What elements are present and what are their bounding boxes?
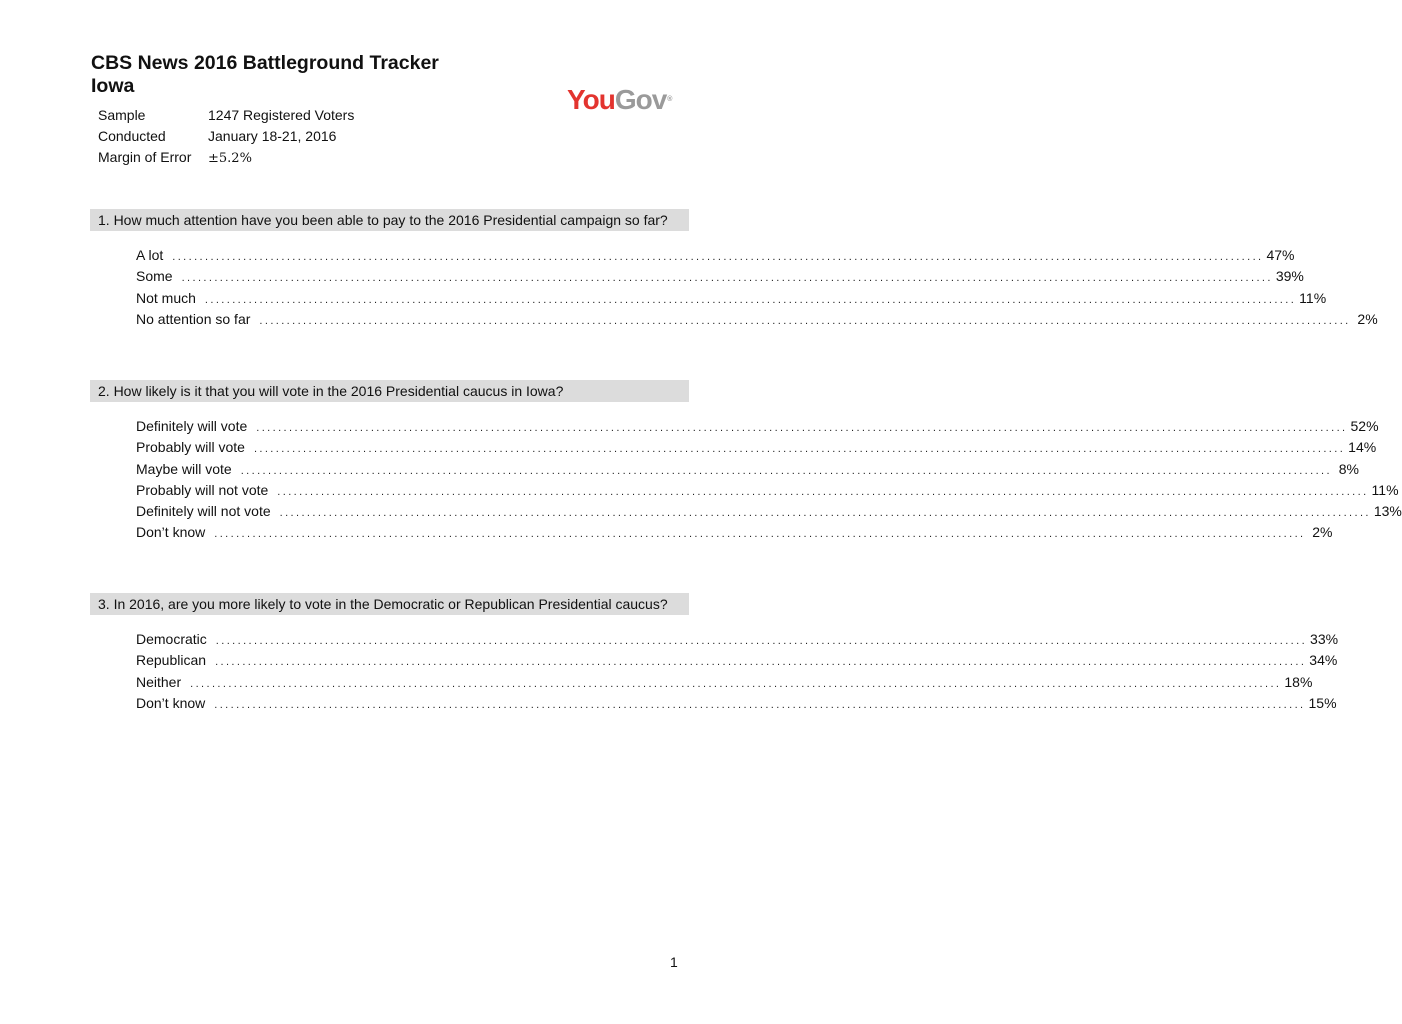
answer-value: 52% (1350, 418, 1379, 434)
meta-label: Sample (98, 107, 146, 123)
answer-value: 2% (1312, 524, 1333, 541)
answer-value: 15% (1308, 694, 1337, 711)
dot-leader: ........................................................................................................................................................................................................ (214, 698, 1306, 711)
answer-row (136, 416, 1379, 437)
answer-row (136, 480, 1399, 501)
page-number: 1 (670, 954, 678, 970)
answer-label: Probably will not vote (136, 481, 269, 498)
answer-row (136, 266, 1304, 287)
answer-label: Some (136, 268, 173, 285)
meta-value: 1247 Registered Voters (208, 107, 355, 123)
dot-leader: ........................................................................................................................................................................................................ (190, 677, 1282, 690)
answer-row (136, 629, 1339, 650)
question-2-header: 2. How likely is it that you will vote in the 2016 Presidential caucus in Iowa? (90, 380, 689, 402)
question-3-answers (136, 629, 1339, 714)
answer-row (136, 672, 1313, 693)
dot-leader: ........................................................................................................................................................................................................ (181, 272, 1273, 285)
meta-label: Conducted (98, 128, 166, 144)
answer-row (136, 459, 1359, 480)
dot-leader: ........................................................................................................................................................................................................ (204, 293, 1297, 306)
answer-value: 18% (1284, 673, 1313, 690)
answer-value: 2% (1357, 310, 1378, 327)
answer-row (136, 650, 1338, 671)
dot-leader: ........................................................................................................................................................................................................ (172, 251, 1264, 263)
meta-label: Margin of Error (98, 149, 192, 165)
answer-value: 14% (1348, 439, 1377, 456)
answer-value: 34% (1309, 652, 1338, 669)
title-line-2: Iowa (91, 75, 135, 97)
meta-row-margin-of-error (98, 147, 354, 169)
answer-row (136, 437, 1377, 458)
question-1-header: 1. How much attention have you been able to pay to the 2016 Presidential campaign so far? (90, 209, 689, 231)
answer-label: Neither (136, 673, 182, 690)
question-2-answers (136, 416, 1402, 544)
answer-label: Definitely will not vote (136, 503, 271, 520)
answer-label: No attention so far (136, 310, 251, 327)
title-line-1: CBS News 2016 Battleground Tracker (91, 52, 439, 74)
answer-row (136, 245, 1295, 266)
answer-label: Republican (136, 652, 207, 669)
meta-value: ±5.2% (208, 151, 252, 166)
answer-label: Don’t know (136, 524, 206, 541)
answer-label: Not much (136, 289, 196, 306)
answer-label: Don’t know (136, 694, 206, 711)
answer-value: 13% (1373, 503, 1402, 520)
answer-label: Definitely will vote (136, 418, 248, 434)
question-3-header: 3. In 2016, are you more likely to vote in the Democratic or Republican Presidential caucus? (90, 593, 689, 615)
answer-value: 33% (1310, 631, 1339, 647)
dot-leader: ........................................................................................................................................................................................................ (240, 464, 1332, 477)
yougov-logo: YouGov® (567, 84, 672, 115)
dot-leader: ........................................................................................................................................................................................................ (253, 443, 1346, 456)
meta-value: January 18-21, 2016 (208, 128, 337, 144)
answer-value: 39% (1275, 268, 1304, 285)
answer-row (136, 522, 1333, 543)
dot-leader: ........................................................................................................................................................................................................ (214, 528, 1306, 541)
answer-label: A lot (136, 247, 164, 263)
survey-meta (98, 105, 354, 169)
answer-label: Maybe will vote (136, 460, 232, 477)
answer-value: 11% (1371, 481, 1399, 498)
answer-value: 11% (1299, 289, 1327, 306)
meta-row-sample (98, 105, 354, 126)
question-1-answers (136, 245, 1378, 330)
answer-label: Democratic (136, 631, 207, 647)
meta-row-conducted (98, 126, 354, 147)
dot-leader: ........................................................................................................................................................................................................ (279, 507, 1371, 520)
page-title (91, 52, 439, 98)
answer-label: Probably will vote (136, 439, 245, 456)
dot-leader: ........................................................................................................................................................................................................ (277, 485, 1369, 498)
dot-leader: ........................................................................................................................................................................................................ (256, 422, 1348, 434)
answer-value: 47% (1266, 247, 1295, 263)
answer-row (136, 501, 1402, 522)
dot-leader: ........................................................................................................................................................................................................ (259, 314, 1351, 327)
answer-row (136, 288, 1327, 309)
answer-row (136, 693, 1337, 714)
dot-leader: ........................................................................................................................................................................................................ (215, 635, 1308, 647)
answer-row (136, 309, 1378, 330)
dot-leader: ........................................................................................................................................................................................................ (215, 656, 1307, 669)
answer-value: 8% (1338, 460, 1359, 477)
